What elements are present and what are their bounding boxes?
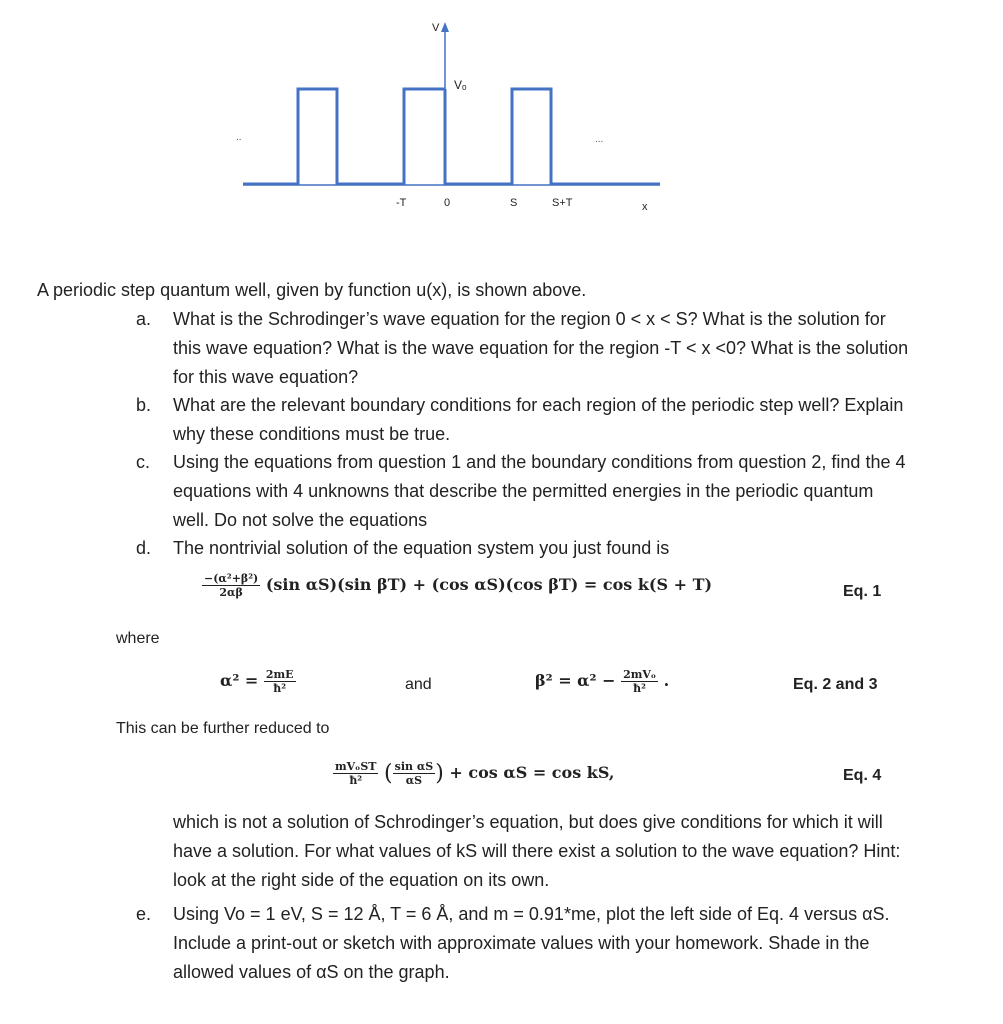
intro-text: A periodic step quantum well, given by function u(x), is shown above. (37, 280, 587, 300)
eq23-label: Eq. 2 and 3 (793, 676, 878, 693)
eq1-denominator: 2αβ (219, 586, 243, 599)
eq3-lhs: β² = α² − (535, 671, 616, 690)
equation-4 (333, 760, 614, 787)
eq4-body: + cos αS = cos kS, (449, 763, 615, 782)
eq1-label: Eq. 1 (843, 583, 882, 600)
right-ellipsis: ... (595, 134, 604, 145)
right-paren: ) (435, 761, 444, 786)
barrier-right (445, 89, 660, 184)
tick-label-s-plus-t: S+T (552, 197, 573, 209)
eq3-tail: . (663, 671, 670, 690)
eq1-numerator: −(α²+β²) (204, 572, 259, 585)
left-ellipsis: .. (236, 132, 242, 143)
question-text: What is the Schrodinger’s wave equation for the region 0 < x < S? What is the solution for this wave equation? What is the wave equation for the region -T < x <0? What is the solution for this wave equation? (173, 309, 909, 387)
question-marker: e. (136, 904, 152, 924)
question-marker: a. (136, 309, 152, 329)
where-label: where (116, 630, 160, 647)
potential-well-diagram (0, 0, 1003, 230)
question-marker: d. (136, 538, 152, 558)
eq2-fraction (264, 668, 296, 695)
and-label: and (405, 676, 432, 693)
barrier-left (243, 89, 445, 184)
eq2-denominator: ħ² (273, 682, 287, 695)
x-axis-label: x (642, 201, 648, 213)
equation-1 (202, 572, 712, 599)
v-axis-arrow-icon (441, 22, 449, 32)
eq4-fraction (333, 760, 378, 787)
eq1-fraction (202, 572, 260, 599)
question-text: Using the equations from question 1 and the boundary conditions from question 2, find the 4 equations with 4 unknowns that describe the permitted energies in the periodic quantum well. Do not solve the equations (173, 452, 906, 530)
tick-label-s: S (510, 197, 518, 209)
eq2-lhs: α² = (220, 671, 259, 690)
tick-label-zero: 0 (444, 197, 451, 209)
d-followup-text: which is not a solution of Schrodinger’s equation, but does give conditions for which it will have a solution. For what values of kS will there exist a solution to the wave equation? Hint: look at the right side of the equation on its own. (173, 812, 901, 890)
tick-label-neg-t: -T (396, 197, 407, 209)
question-marker: b. (136, 395, 152, 415)
left-paren: ( (384, 761, 393, 786)
reduce-text: This can be further reduced to (116, 720, 330, 737)
eq3-fraction (621, 668, 658, 695)
question-text: Using Vo = 1 eV, S = 12 Å, T = 6 Å, and m = 0.91*me, plot the left side of Eq. 4 versus αS. Include a print-out or sketch with approximate values with your homework. Shade in the allowed values of αS on the graph. (173, 904, 890, 982)
eq4-label: Eq. 4 (843, 767, 882, 784)
eq4-inner-denominator: αS (405, 774, 423, 787)
eq2-numerator: 2mE (265, 668, 294, 681)
question-text: What are the relevant boundary conditions for each region of the periodic step well? Explain why these conditions must be true. (173, 395, 904, 444)
eq3-numerator: 2mVₒ (623, 668, 657, 681)
equation-2 (220, 668, 296, 695)
eq3-denominator: ħ² (633, 682, 646, 695)
question-text: The nontrivial solution of the equation system you just found is (173, 538, 670, 558)
eq4-numerator: mVₒST (335, 760, 377, 773)
question-marker: c. (136, 452, 151, 472)
eq4-inner-numerator: sin αS (394, 760, 434, 773)
barrier-height-label: Vₒ (454, 78, 467, 92)
eq4-denominator: ħ² (349, 774, 363, 787)
eq1-body: (sin αS)(sin βT) + (cos αS)(cos βT) = cos k(S + T) (265, 575, 713, 594)
equation-3 (535, 668, 669, 695)
eq4-inner-fraction (393, 760, 436, 787)
v-axis-label: V (432, 22, 440, 34)
